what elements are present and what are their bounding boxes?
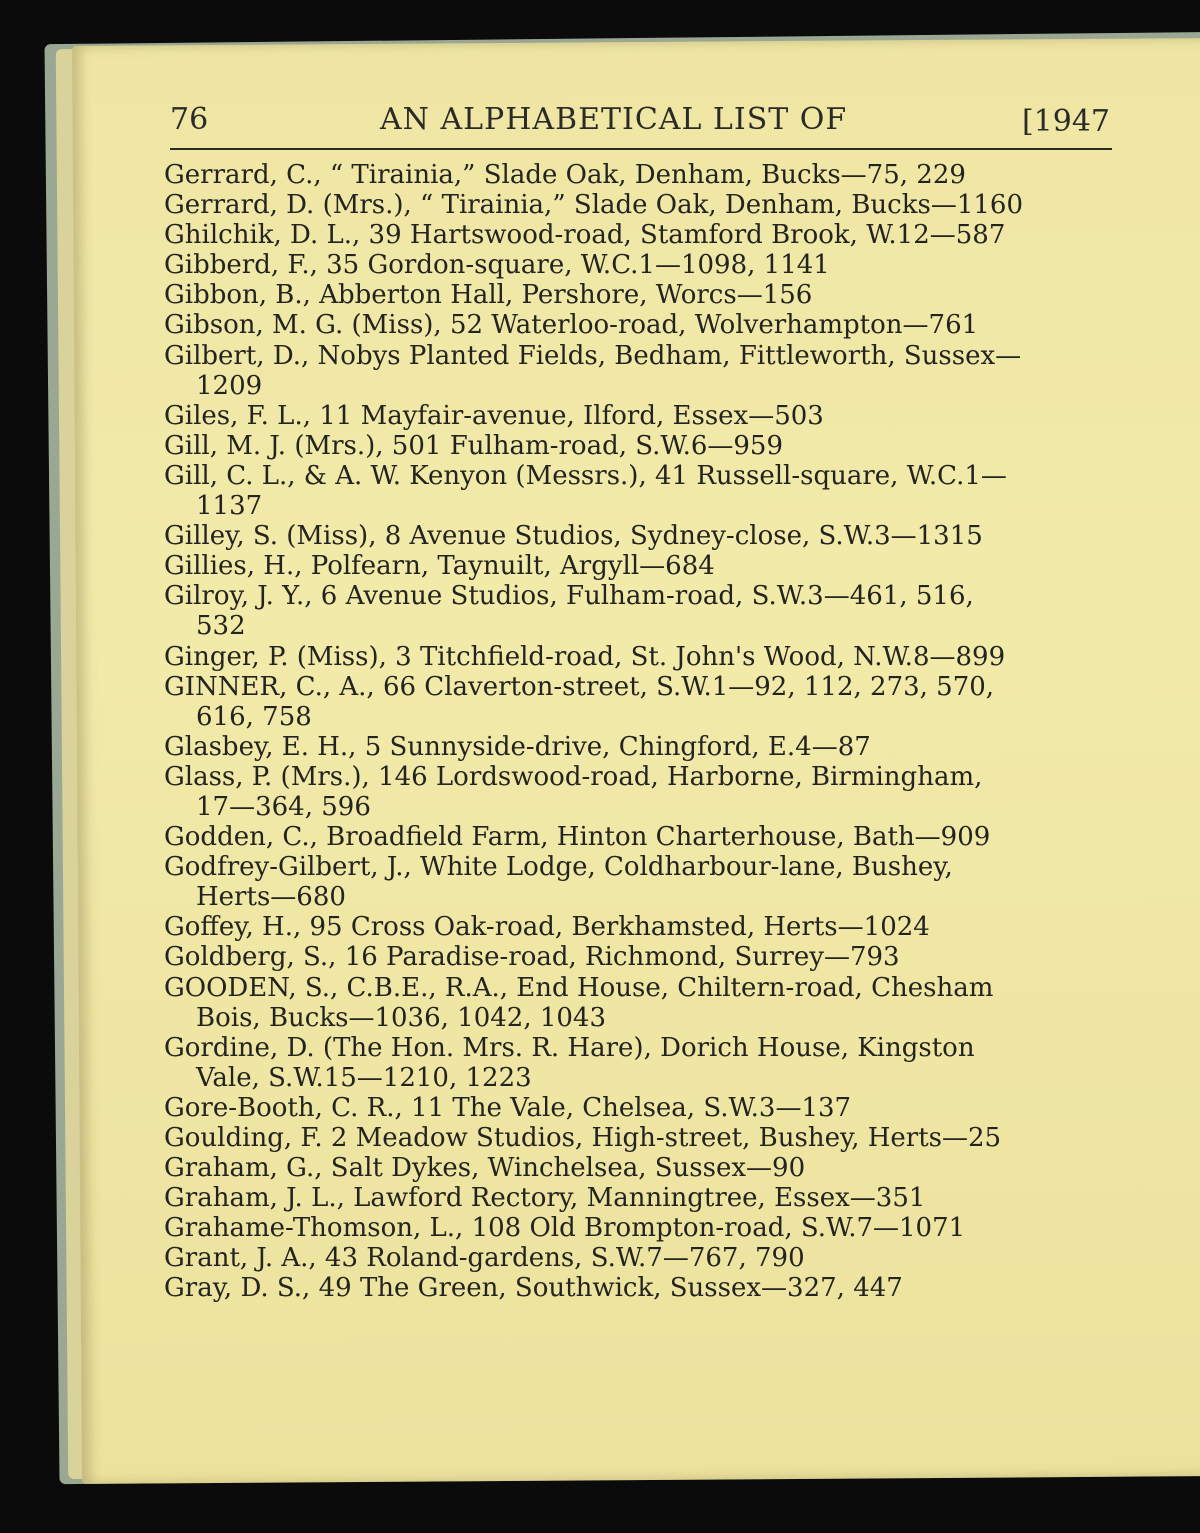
- list-item: Graham, G., Salt Dykes, Winchelsea, Sussex—90: [164, 1153, 806, 1184]
- list-item: GINNER, C., A., 66 Claverton-street, S.W.1—92, 112, 273, 570,: [164, 671, 995, 702]
- list-item-continuation: 1209: [196, 370, 263, 401]
- list-item: Goulding, F. 2 Meadow Studios, High-street, Bushey, Herts—25: [164, 1123, 1002, 1153]
- list-item: Goldberg, S., 16 Paradise-road, Richmond, Surrey—793: [164, 942, 900, 973]
- list-item: Gore-Booth, C. R., 11 The Vale, Chelsea, S.W.3—137: [164, 1092, 852, 1123]
- list-item: Gilbert, D., Nobys Planted Fields, Bedham, Fittleworth, Sussex—: [164, 340, 1022, 371]
- list-item: GOODEN, S., C.B.E., R.A., End House, Chiltern-road, Chesham: [164, 972, 994, 1003]
- list-item: Giles, F. L., 11 Mayfair-avenue, Ilford, Essex—503: [164, 400, 824, 431]
- list-item-continuation: 1137: [196, 491, 263, 522]
- list-item: Gillies, H., Polfearn, Taynuilt, Argyll—684: [164, 551, 715, 582]
- list-item: Gordine, D. (The Hon. Mrs. R. Hare), Dorich House, Kingston: [164, 1032, 975, 1063]
- list-item: Ghilchik, D. L., 39 Hartswood-road, Stamford Brook, W.12—587: [164, 220, 1006, 251]
- list-item: Gerrard, D. (Mrs.), “ Tirainia,” Slade Oak, Denham, Bucks—1160: [164, 190, 1023, 221]
- header-rule: [170, 148, 1112, 150]
- year-label: [1947: [1021, 104, 1110, 139]
- list-item: Gibbon, B., Abberton Hall, Pershore, Worcs—156: [164, 280, 813, 311]
- list-item: Gibson, M. G. (Miss), 52 Waterloo-road, Wolverhampton—761: [164, 310, 979, 341]
- page-number: 76: [170, 102, 209, 137]
- running-header: [170, 102, 1110, 146]
- list-item-continuation: 17—364, 596: [196, 791, 371, 822]
- list-item: Grahame-Thomson, L., 108 Old Brompton-road, S.W.7—1071: [164, 1213, 966, 1244]
- list-item: Gerrard, C., “ Tirainia,” Slade Oak, Denham, Bucks—75, 229: [164, 160, 966, 190]
- list-item: Glass, P. (Mrs.), 146 Lordswood-road, Harborne, Birmingham,: [164, 761, 983, 792]
- list-item: Gilroy, J. Y., 6 Avenue Studios, Fulham-road, S.W.3—461, 516,: [164, 581, 974, 612]
- list-item-continuation: Herts—680: [196, 882, 346, 913]
- list-item: Gilley, S. (Miss), 8 Avenue Studios, Sydney-close, S.W.3—1315: [164, 521, 983, 552]
- list-item-continuation: Vale, S.W.15—1210, 1223: [196, 1062, 532, 1093]
- list-item: Goffey, H., 95 Cross Oak-road, Berkhamsted, Herts—1024: [164, 912, 930, 943]
- list-item: Gray, D. S., 49 The Green, Southwick, Sussex—327, 447: [164, 1273, 903, 1304]
- directory-entries: [164, 160, 1124, 1304]
- list-item: Godfrey-Gilbert, J., White Lodge, Coldharbour-lane, Bushey,: [164, 852, 953, 883]
- list-item: Gill, M. J. (Mrs.), 501 Fulham-road, S.W.6—959: [164, 430, 783, 461]
- list-item-continuation: 532: [196, 611, 246, 642]
- list-item: Gill, C. L., & A. W. Kenyon (Messrs.), 41 Russell-square, W.C.1—: [164, 460, 1007, 491]
- list-item: Gibberd, F., 35 Gordon-square, W.C.1—1098, 1141: [164, 250, 830, 281]
- list-item: Ginger, P. (Miss), 3 Titchfield-road, St. John's Wood, N.W.8—899: [164, 641, 1006, 672]
- list-item-continuation: Bois, Bucks—1036, 1042, 1043: [196, 1002, 607, 1033]
- list-item: Godden, C., Broadfield Farm, Hinton Charterhouse, Bath—909: [164, 822, 991, 853]
- list-item: Glasbey, E. H., 5 Sunnyside-drive, Chingford, E.4—87: [164, 731, 871, 762]
- running-title: AN ALPHABETICAL LIST OF: [380, 102, 848, 137]
- list-item: Graham, J. L., Lawford Rectory, Manningtree, Essex—351: [164, 1183, 926, 1214]
- list-item-continuation: 616, 758: [196, 701, 312, 732]
- list-item: Grant, J. A., 43 Roland-gardens, S.W.7—767, 790: [164, 1243, 805, 1274]
